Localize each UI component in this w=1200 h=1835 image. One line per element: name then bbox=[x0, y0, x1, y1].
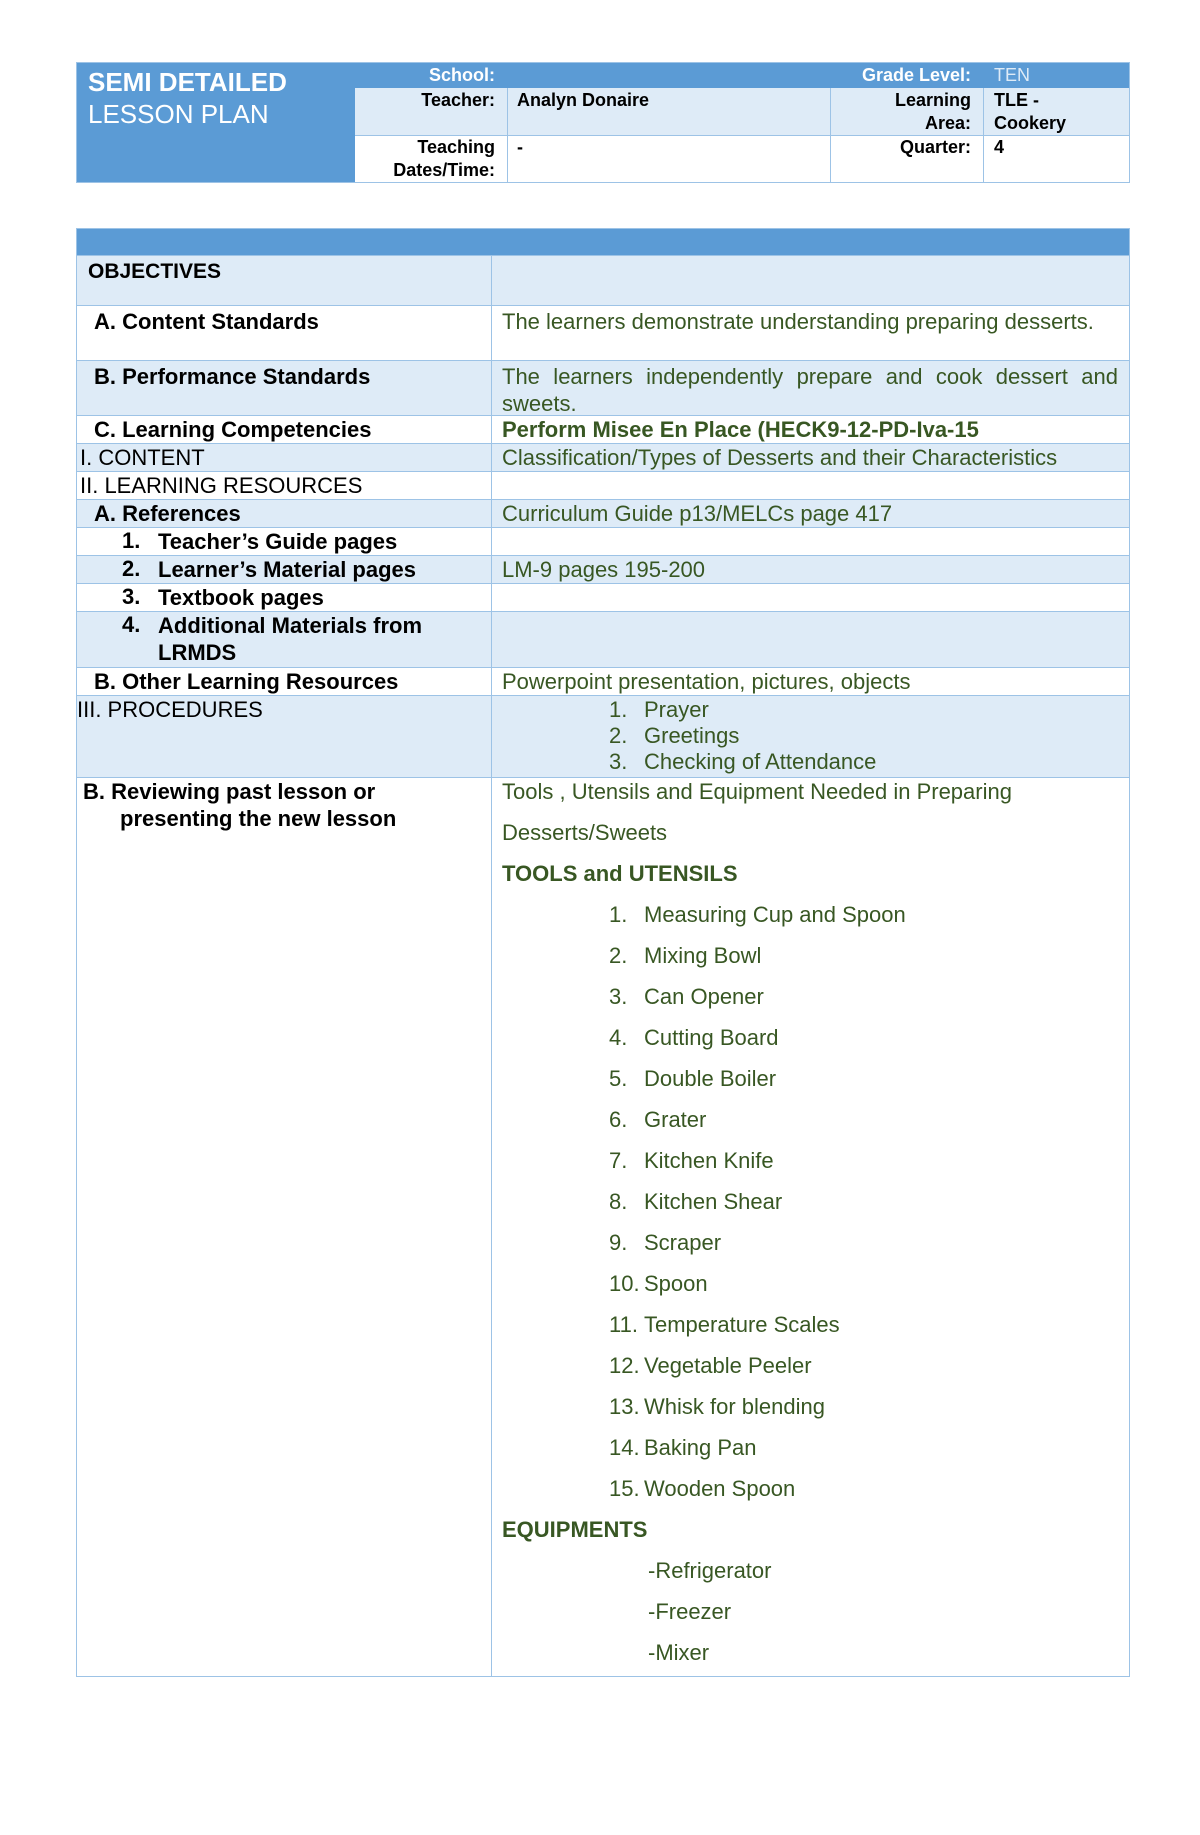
content-row bbox=[77, 443, 1129, 471]
lesson-plan-table bbox=[76, 228, 1130, 1677]
teachers-guide-label: Teacher’s Guide pages bbox=[158, 529, 398, 554]
teaching-dates-label bbox=[357, 136, 495, 182]
tool-item bbox=[609, 983, 764, 1010]
tool-text: Scraper bbox=[644, 1230, 722, 1255]
tool-text: Double Boiler bbox=[644, 1066, 777, 1091]
other-resources-label: B. Other Learning Resources bbox=[94, 669, 399, 694]
tool-item bbox=[609, 1311, 840, 1338]
header-title-line1: SEMI DETAILED bbox=[88, 67, 287, 97]
teaching-dates-value: - bbox=[517, 137, 523, 157]
tool-text: Wooden Spoon bbox=[644, 1476, 796, 1501]
tool-item bbox=[609, 1475, 795, 1502]
teacher-label: Teacher: bbox=[421, 90, 495, 110]
teacher-value: Analyn Donaire bbox=[517, 90, 650, 110]
list-number: 2. bbox=[122, 556, 141, 581]
tool-item bbox=[609, 1229, 721, 1256]
teaching-dates-label-line2: Dates/Time: bbox=[393, 160, 495, 180]
learning-competencies-text: Perform Misee En Place (HECK9-12-PD-Iva-15 bbox=[502, 417, 979, 442]
grade-level-label: Grade Level: bbox=[861, 65, 971, 85]
tool-number: 11. bbox=[609, 1312, 638, 1337]
tool-item bbox=[609, 1147, 774, 1174]
tool-number: 7. bbox=[609, 1148, 628, 1173]
review-label bbox=[83, 778, 396, 832]
learning-area-label-line1: Learning bbox=[894, 90, 971, 110]
list-number: 1. bbox=[122, 528, 141, 553]
step-number: 3. bbox=[609, 749, 628, 774]
learning-area-label bbox=[837, 89, 971, 135]
column-divider bbox=[491, 416, 492, 443]
content-text: Classification/Types of Desserts and their Characteristics bbox=[502, 445, 1058, 470]
teaching-dates-label-line1: Teaching bbox=[417, 137, 495, 157]
tool-item bbox=[609, 901, 906, 928]
table-header-bar bbox=[77, 229, 1129, 255]
equipment-item: -Refrigerator bbox=[648, 1558, 772, 1583]
other-resources-row bbox=[77, 667, 1129, 695]
step-text: Prayer bbox=[644, 697, 709, 722]
procedure-step bbox=[609, 722, 739, 749]
step-text: Checking of Attendance bbox=[644, 749, 877, 774]
tool-text: Baking Pan bbox=[644, 1435, 757, 1460]
learning-resources-label: II. LEARNING RESOURCES bbox=[80, 473, 363, 498]
learning-area-value bbox=[994, 89, 1066, 135]
tool-number: 6. bbox=[609, 1107, 628, 1132]
tool-number: 10. bbox=[609, 1271, 640, 1296]
column-divider bbox=[491, 361, 492, 415]
tool-item bbox=[609, 942, 761, 969]
column-divider bbox=[491, 696, 492, 777]
additional-materials-row bbox=[77, 611, 1129, 667]
tool-number: 15. bbox=[609, 1476, 640, 1501]
tool-text: Measuring Cup and Spoon bbox=[644, 902, 906, 927]
references-text: Curriculum Guide p13/MELCs page 417 bbox=[502, 501, 893, 526]
grade-level-value: TEN bbox=[994, 65, 1030, 85]
tool-text: Grater bbox=[644, 1107, 707, 1132]
column-divider bbox=[491, 778, 492, 1676]
learning-resources-row bbox=[77, 471, 1129, 499]
tool-text: Kitchen Knife bbox=[644, 1148, 774, 1173]
column-divider bbox=[491, 256, 492, 305]
tool-number: 13. bbox=[609, 1394, 640, 1419]
objectives-row bbox=[77, 255, 1129, 305]
school-label: School: bbox=[429, 65, 495, 85]
tool-text: Vegetable Peeler bbox=[644, 1353, 812, 1378]
content-standards-label: A. Content Standards bbox=[94, 309, 319, 334]
procedures-label: III. PROCEDURES bbox=[77, 697, 263, 722]
learning-competencies-row bbox=[77, 415, 1129, 443]
tool-item bbox=[609, 1065, 776, 1092]
quarter-value: 4 bbox=[994, 137, 1005, 157]
header-title-block bbox=[77, 63, 355, 182]
column-divider bbox=[491, 472, 492, 499]
column-divider bbox=[491, 528, 492, 555]
learners-material-value: LM-9 pages 195-200 bbox=[502, 557, 706, 582]
tool-item bbox=[609, 1106, 706, 1133]
tool-number: 9. bbox=[609, 1230, 628, 1255]
learning-area-value-line1: TLE - bbox=[994, 90, 1039, 110]
references-label: A. References bbox=[94, 501, 241, 526]
learners-material-row bbox=[77, 555, 1129, 583]
tool-number: 8. bbox=[609, 1189, 628, 1214]
step-text: Greetings bbox=[644, 723, 740, 748]
tool-number: 3. bbox=[609, 984, 628, 1009]
tool-text: Can Opener bbox=[644, 984, 764, 1009]
tool-text: Mixing Bowl bbox=[644, 943, 762, 968]
other-resources-text: Powerpoint presentation, pictures, objects bbox=[502, 669, 911, 694]
additional-materials-label-line2: LRMDS bbox=[158, 640, 237, 665]
equipment-heading: EQUIPMENTS bbox=[502, 1517, 648, 1542]
additional-materials-label-line1: Additional Materials from bbox=[158, 613, 423, 638]
equipment-item: -Mixer bbox=[648, 1640, 710, 1665]
list-number: 4. bbox=[122, 612, 141, 637]
column-divider bbox=[491, 584, 492, 611]
textbook-pages-label: Textbook pages bbox=[158, 585, 324, 610]
tool-item bbox=[609, 1270, 708, 1297]
additional-materials-label bbox=[158, 612, 422, 666]
review-intro-line2: Desserts/Sweets bbox=[502, 820, 668, 845]
column-divider bbox=[491, 500, 492, 527]
procedure-step bbox=[609, 696, 709, 723]
column-divider bbox=[491, 668, 492, 695]
textbook-pages-row bbox=[77, 583, 1129, 611]
tool-number: 5. bbox=[609, 1066, 628, 1091]
tools-heading: TOOLS and UTENSILS bbox=[502, 861, 738, 886]
equipment-item: -Freezer bbox=[648, 1599, 732, 1624]
tool-number: 14. bbox=[609, 1435, 640, 1460]
tool-text: Temperature Scales bbox=[644, 1312, 840, 1337]
list-number: 3. bbox=[122, 584, 141, 609]
step-number: 1. bbox=[609, 697, 628, 722]
tool-text: Spoon bbox=[644, 1271, 708, 1296]
learning-competencies-label: C. Learning Competencies bbox=[94, 417, 372, 442]
content-standards-row bbox=[77, 305, 1129, 360]
learning-area-value-line2: Cookery bbox=[994, 113, 1067, 133]
tool-item bbox=[609, 1434, 757, 1461]
tool-number: 2. bbox=[609, 943, 628, 968]
tool-number: 1. bbox=[609, 902, 628, 927]
procedures-row bbox=[77, 695, 1129, 777]
tool-text: Cutting Board bbox=[644, 1025, 779, 1050]
column-divider bbox=[491, 556, 492, 583]
objectives-heading: OBJECTIVES bbox=[88, 260, 222, 283]
teachers-guide-row bbox=[77, 527, 1129, 555]
learning-area-label-line2: Area: bbox=[924, 113, 971, 133]
tool-number: 4. bbox=[609, 1025, 628, 1050]
column-divider bbox=[491, 444, 492, 471]
procedure-step bbox=[609, 748, 876, 775]
step-number: 2. bbox=[609, 723, 628, 748]
tool-item bbox=[609, 1188, 782, 1215]
tool-item bbox=[609, 1352, 812, 1379]
tool-number: 12. bbox=[609, 1353, 640, 1378]
review-intro-line1: Tools , Utensils and Equipment Needed in Preparing bbox=[502, 779, 1012, 804]
review-label-line2: presenting the new lesson bbox=[120, 806, 397, 831]
lesson-plan-header bbox=[76, 62, 1130, 183]
tool-text: Kitchen Shear bbox=[644, 1189, 783, 1214]
performance-standards-row bbox=[77, 360, 1129, 415]
header-title-line2: LESSON PLAN bbox=[88, 99, 269, 129]
performance-standards-label: B. Performance Standards bbox=[94, 364, 371, 389]
references-row bbox=[77, 499, 1129, 527]
review-label-line1: B. Reviewing past lesson or bbox=[83, 779, 376, 804]
tool-item bbox=[609, 1024, 779, 1051]
performance-standards-text: The learners independently prepare and cook dessert and sweets. bbox=[502, 364, 1118, 416]
content-standards-text: The learners demonstrate understanding preparing desserts. bbox=[502, 309, 1094, 334]
learners-material-label: Learner’s Material pages bbox=[158, 557, 417, 582]
column-divider bbox=[491, 612, 492, 667]
column-divider bbox=[491, 306, 492, 360]
quarter-label: Quarter: bbox=[899, 137, 971, 157]
tool-item bbox=[609, 1393, 825, 1420]
content-label: I. CONTENT bbox=[80, 445, 205, 470]
review-row bbox=[77, 777, 1129, 1676]
tool-text: Whisk for blending bbox=[644, 1394, 825, 1419]
